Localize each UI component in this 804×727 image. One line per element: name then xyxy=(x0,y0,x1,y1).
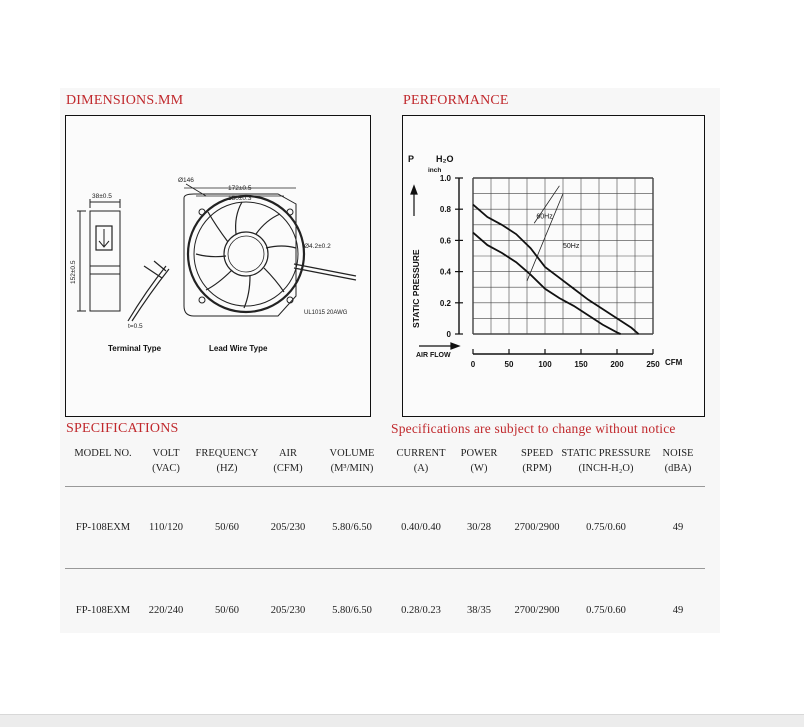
chart-series xyxy=(473,186,639,334)
series-line-1 xyxy=(473,233,621,334)
column-header-title: CURRENT xyxy=(396,448,446,459)
table-cell: 110/120 xyxy=(148,522,184,533)
table-cell: 50/60 xyxy=(215,522,239,533)
h2o-label: H₂O xyxy=(436,154,454,164)
column-header xyxy=(628,446,728,476)
y-axis-arrow xyxy=(411,186,417,216)
column-header-title: FREQUENCY xyxy=(195,448,259,459)
x-tick-label: 0 xyxy=(470,360,476,369)
performance-chart xyxy=(403,116,704,416)
table-divider xyxy=(65,568,705,569)
column-header-unit: (INCH-H₂O) xyxy=(578,463,634,474)
table-divider xyxy=(65,486,705,487)
notice-text: Specifications are subject to change without notice xyxy=(391,421,676,436)
table-cell: 0.75/0.60 xyxy=(586,522,626,533)
table-cell: 5.80/6.50 xyxy=(332,522,372,533)
column-header-title: SPEED xyxy=(520,448,554,459)
series-label: 60Hz xyxy=(536,213,553,221)
table-cell: 38/35 xyxy=(467,605,491,616)
y-tick-label: 1.0 xyxy=(439,174,451,183)
table-cell: FP-108EXM xyxy=(75,605,131,616)
y-tick-label: 0.2 xyxy=(439,298,451,308)
table-cell: FP-108EXM xyxy=(75,522,131,533)
series-line-0 xyxy=(473,205,639,334)
dim-hole-label: Ø4.2±0.2 xyxy=(304,243,331,250)
dim-152-label: 152±0.5 xyxy=(70,260,77,284)
p-label: P xyxy=(408,154,415,164)
inch-label: inch xyxy=(428,167,442,174)
series-label: 50Hz xyxy=(563,243,580,251)
dim-t-label: t=0.5 xyxy=(128,323,143,330)
table-cell: 50/60 xyxy=(215,605,239,616)
x-tick-label: 200 xyxy=(610,360,624,369)
table-cell: 0.40/0.40 xyxy=(401,522,441,533)
table-cell: 30/28 xyxy=(467,522,491,533)
dimensions-drawing-box xyxy=(65,115,371,417)
column-header-unit: (CFM) xyxy=(273,463,303,474)
column-header-title: MODEL NO. xyxy=(74,448,132,459)
table-cell: 2700/2900 xyxy=(514,605,560,616)
table-cell: 205/230 xyxy=(270,605,306,616)
performance-title: PERFORMANCE xyxy=(403,93,509,108)
chart-grid xyxy=(473,178,653,334)
column-header-unit: (RPM) xyxy=(522,463,552,474)
fan-dimension-drawing xyxy=(66,116,370,416)
table-cell: 5.80/6.50 xyxy=(332,605,372,616)
column-header-title: STATIC PRESSURE xyxy=(561,448,651,459)
column-header-unit: (VAC) xyxy=(152,463,180,474)
dim-38-label: 38±0.5 xyxy=(92,193,112,200)
table-cell: 0.28/0.23 xyxy=(401,605,441,616)
column-header-title: VOLT xyxy=(152,448,180,459)
wire-spec-label: UL1015 20AWG xyxy=(304,310,348,316)
column-header-title: VOLUME xyxy=(329,448,375,459)
dim-172-label: 172±0.5 xyxy=(228,185,252,192)
x-tick-label: 150 xyxy=(574,360,588,369)
column-header-unit: (dBA) xyxy=(664,463,692,474)
table-cell: 220/240 xyxy=(148,605,184,616)
table-cell: 0.75/0.60 xyxy=(586,605,626,616)
x-tick-label: 50 xyxy=(504,360,514,369)
dim-150-label: 150±0.3 xyxy=(228,195,252,202)
table-cell: 49 xyxy=(672,522,684,533)
y-tick-label: 0.4 xyxy=(439,267,451,277)
air-flow-label: AIR FLOW xyxy=(416,352,451,359)
y-tick-label: 0 xyxy=(446,330,451,339)
terminal-type-label: Terminal Type xyxy=(108,344,162,353)
table-cell: 49 xyxy=(672,605,684,616)
dimensions-title: DIMENSIONS.MM xyxy=(66,93,184,108)
column-header-title: POWER xyxy=(460,448,498,459)
x-tick-label: 100 xyxy=(538,360,552,369)
lead-wire-type-label: Lead Wire Type xyxy=(209,344,268,353)
dim-146-label: Ø146 xyxy=(178,177,194,184)
column-header-unit: (M³/MIN) xyxy=(330,463,374,474)
fan-front-view xyxy=(184,184,356,316)
column-header-unit: (HZ) xyxy=(216,463,238,474)
cfm-label: CFM xyxy=(665,358,683,367)
y-tick-label: 0.8 xyxy=(439,205,451,215)
table-cell: 205/230 xyxy=(270,522,306,533)
x-axis-arrow xyxy=(419,343,459,349)
specifications-title: SPECIFICATIONS xyxy=(66,421,179,436)
column-header-unit: (A) xyxy=(413,463,429,474)
terminal-detail xyxy=(128,261,169,321)
table-cell: 2700/2900 xyxy=(514,522,560,533)
fan-side-view xyxy=(77,199,120,311)
column-header-title: NOISE xyxy=(662,448,694,459)
performance-chart-box xyxy=(402,115,705,417)
x-tick-label: 250 xyxy=(646,360,660,369)
y-tick-label: 0.6 xyxy=(439,236,451,246)
column-header-title: AIR xyxy=(278,448,298,459)
y-axis-label: STATIC PRESSURE xyxy=(411,249,421,328)
column-header-unit: (W) xyxy=(470,463,488,474)
bottom-scrollbar-strip xyxy=(0,714,804,727)
